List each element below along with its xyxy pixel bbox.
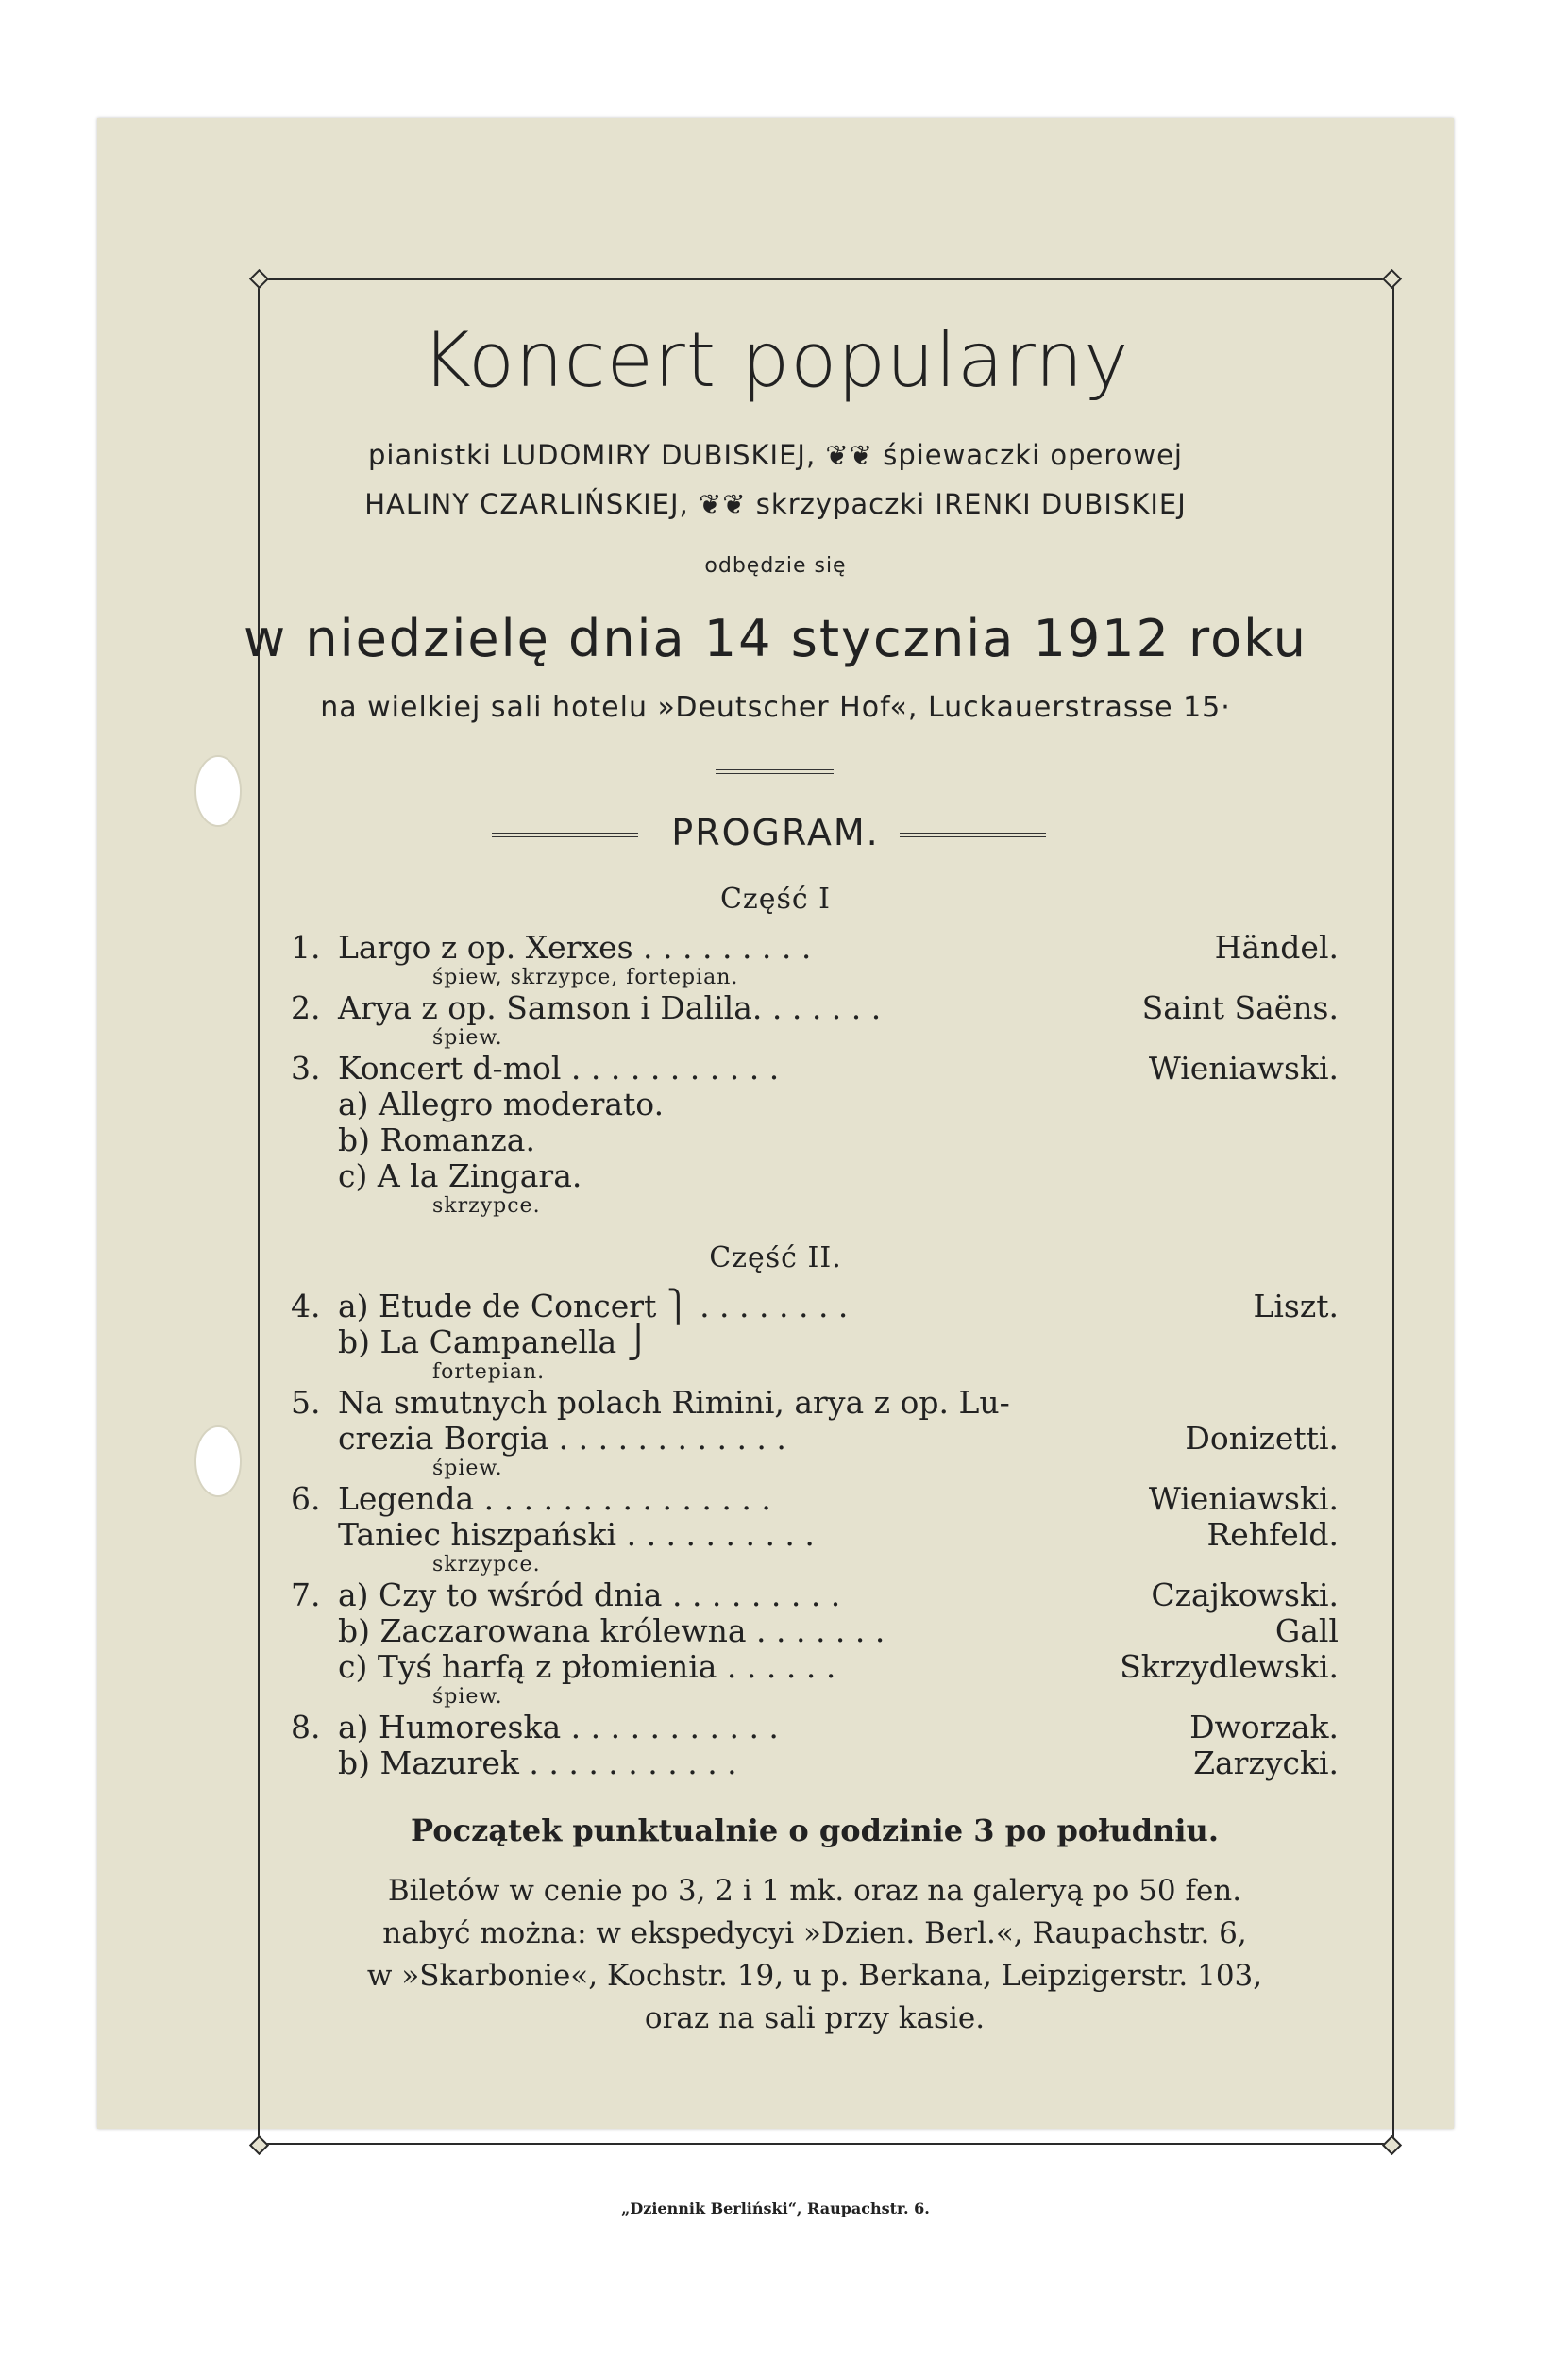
entry-instrumentation: śpiew. [432, 1457, 503, 1480]
part-one-heading: Część I [719, 883, 832, 916]
entry-composer: Gall [1274, 1612, 1339, 1649]
entry-instrumentation: śpiew, skrzypce, fortepian. [432, 966, 739, 989]
program-entry [291, 1324, 1339, 1360]
entry-title: a) Humoreska . . . . . . . . . . . [338, 1709, 779, 1745]
concert-title: Koncert popularny [421, 316, 1130, 404]
tickets-line-4: oraz na sali przy kasie. [644, 2001, 986, 2035]
entry-title: b) Zaczarowana królewna . . . . . . . [338, 1612, 885, 1649]
entry-composer: Zarzycki. [1193, 1745, 1339, 1781]
program-entry [291, 1649, 1339, 1685]
entry-composer: Händel. [1214, 929, 1339, 966]
entry-composer: Dworzak. [1189, 1709, 1339, 1745]
decorative-border-bottom [258, 2143, 1391, 2145]
part-two-heading: Część II. [709, 1241, 842, 1274]
entry-instrumentation: skrzypce. [432, 1553, 541, 1576]
program-entry [291, 1710, 1339, 1745]
program-entry [291, 1122, 1339, 1158]
entry-title: Na smutnych polach Rimini, arya z op. Lu- [338, 1384, 1010, 1421]
poster-sheet [97, 118, 1454, 2217]
entry-title: Arya z op. Samson i Dalila. . . . . . . [338, 989, 882, 1026]
program-entry [291, 1421, 1339, 1457]
entry-composer: Wieniawski. [1148, 1050, 1339, 1087]
entry-composer: Saint Saëns. [1141, 989, 1339, 1026]
entry-title: Legenda . . . . . . . . . . . . . . . [338, 1480, 771, 1517]
entry-number: 7. [291, 1576, 321, 1613]
start-time-note: Początek punktualnie o godzinie 3 po południu. [411, 1812, 1219, 1848]
entry-title: a) Czy to wśród dnia . . . . . . . . . [338, 1576, 841, 1613]
tickets-line-2: nabyć można: w ekspedycyi »Dzien. Berl.«, Raupachstr. 6, [382, 1916, 1247, 1950]
program-entry [291, 1481, 1339, 1517]
program-entry [291, 1577, 1339, 1613]
printer-imprint: „Dziennik Berliński“, Raupachstr. 6. [621, 2200, 930, 2217]
performers-line-1: pianistki LUDOMIRY DUBISKIEJ, ❦❦ śpiewaczki operowej [367, 439, 1183, 471]
entry-number: 5. [291, 1384, 321, 1421]
program-entry [291, 1613, 1339, 1649]
program-heading: PROGRAM. [671, 812, 880, 853]
entry-instrumentation: skrzypce. [432, 1194, 541, 1218]
program-entry [291, 1158, 1339, 1194]
divider-short [716, 769, 834, 774]
entry-title: crezia Borgia . . . . . . . . . . . . [338, 1420, 786, 1457]
entry-composer: Donizetti. [1185, 1420, 1339, 1457]
entry-composer: Liszt. [1253, 1288, 1339, 1324]
concert-venue: na wielkiej sali hotelu »Deutscher Hof«, Luckauerstrasse 15· [320, 691, 1231, 724]
program-entry [291, 990, 1339, 1026]
program-entry [291, 1385, 1339, 1421]
entry-title: a) Etude de Concert ⎫ . . . . . . . . [338, 1288, 849, 1324]
entry-number: 8. [291, 1709, 321, 1745]
entry-title: c) A la Zingara. [338, 1157, 582, 1194]
program-entry [291, 1289, 1339, 1324]
program-entry [291, 1087, 1339, 1122]
entry-number: 6. [291, 1480, 321, 1517]
entry-title: Taniec hiszpański . . . . . . . . . . [338, 1516, 815, 1553]
entry-title: a) Allegro moderato. [338, 1086, 665, 1122]
entry-instrumentation: fortepian. [432, 1360, 546, 1384]
program-entry [291, 1051, 1339, 1087]
entry-instrumentation: śpiew. [432, 1685, 503, 1709]
program-entry [291, 1517, 1339, 1553]
program-list-part-1 [291, 930, 1339, 1219]
entry-title: b) Mazurek . . . . . . . . . . . [338, 1745, 737, 1781]
entry-title: b) La Campanella ⎭ [338, 1323, 650, 1360]
entry-composer: Czajkowski. [1151, 1576, 1339, 1613]
entry-number: 2. [291, 989, 321, 1026]
tickets-line-3: w »Skarbonie«, Kochstr. 19, u p. Berkana, Leipzigerstr. 103, [366, 1959, 1263, 1993]
punch-hole-bottom [194, 1425, 242, 1497]
program-list-part-2 [291, 1289, 1339, 1781]
program-entry [291, 1745, 1339, 1781]
entry-number: 1. [291, 929, 321, 966]
entry-number: 3. [291, 1050, 321, 1087]
performers-line-2: HALINY CZARLIŃSKIEJ, ❦❦ skrzypaczki IRENKI DUBISKIEJ [364, 488, 1187, 520]
entry-composer: Rehfeld. [1206, 1516, 1339, 1553]
entry-composer: Skrzydlewski. [1120, 1648, 1339, 1685]
will-take-place: odbędzie się [704, 554, 847, 578]
tickets-line-1: Biletów w cenie po 3, 2 i 1 mk. oraz na galeryą po 50 fen. [387, 1874, 1242, 1908]
entry-title: Koncert d-mol . . . . . . . . . . . [338, 1050, 780, 1087]
concert-date: w niedzielę dnia 14 stycznia 1912 roku [244, 609, 1307, 668]
entry-title: c) Tyś harfą z płomienia . . . . . . [338, 1648, 836, 1685]
entry-number: 4. [291, 1288, 321, 1324]
entry-title: b) Romanza. [338, 1121, 535, 1158]
entry-title: Largo z op. Xerxes . . . . . . . . . [338, 929, 812, 966]
program-entry [291, 930, 1339, 966]
entry-instrumentation: śpiew. [432, 1026, 503, 1050]
entry-composer: Wieniawski. [1148, 1480, 1339, 1517]
